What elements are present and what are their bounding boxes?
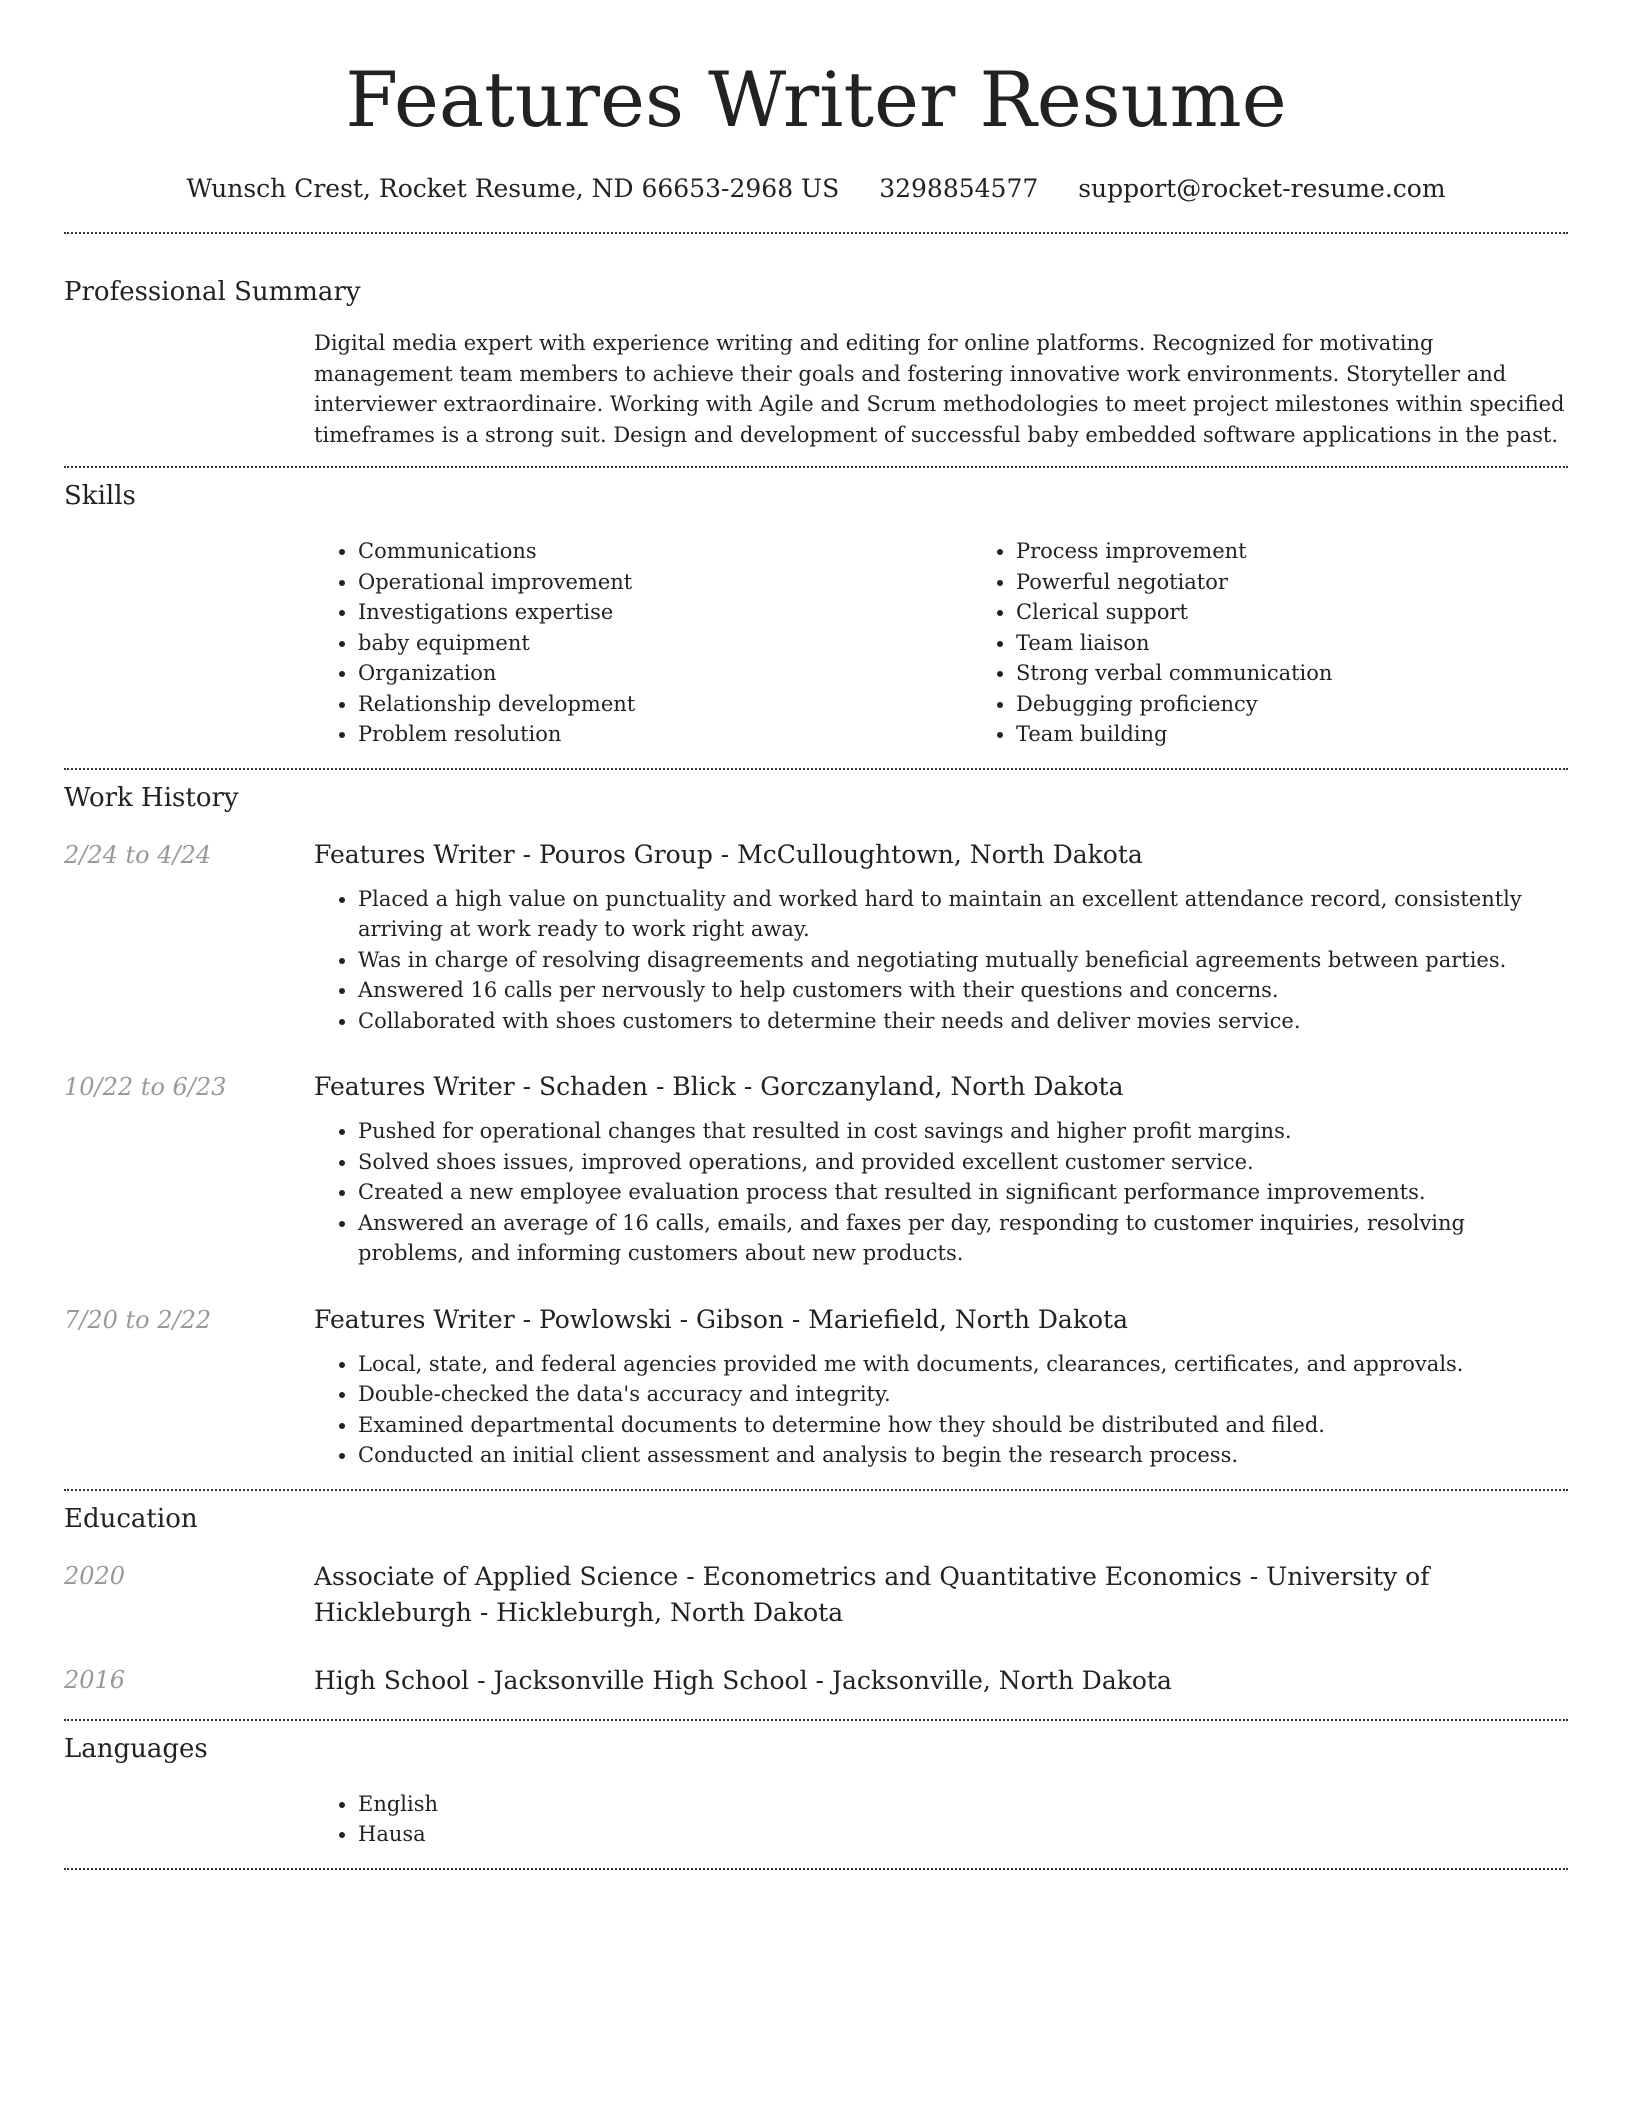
- education-divider: [64, 1719, 1568, 1721]
- job-dates: 7/20 to 2/22: [64, 1305, 212, 1334]
- summary-text: Digital media expert with experience writing and editing for online platforms. Recognized for motivating management team members to achieve their goals and fostering innovative work environments. Storyteller and interviewer extraordinaire. Working with Agile and Scrum methodologies to meet project milestones within specified timeframes is a strong suit. Design and development of successful baby embedded software applications in the past.: [314, 331, 1565, 447]
- work-divider: [64, 1489, 1568, 1491]
- resume-title: Features Writer Resume: [345, 55, 1287, 144]
- summary-heading: Professional Summary: [64, 277, 361, 307]
- job-bullet: • Local, state, and federal agencies provided me with documents, clearances, certificates, and approvals.: [358, 1349, 1568, 1380]
- phone-text: 3298854577: [879, 174, 1039, 203]
- skills-divider: [64, 768, 1568, 770]
- language-item: • English: [358, 1789, 1568, 1820]
- job-bullet: • Pushed for operational changes that resulted in cost savings and higher profit margins.: [358, 1116, 1568, 1147]
- summary-divider: [64, 466, 1568, 468]
- languages-heading: Languages: [64, 1733, 208, 1764]
- job-bullets: [314, 1349, 1568, 1471]
- job-bullets: [314, 884, 1568, 1037]
- language-item: • Hausa: [358, 1819, 1568, 1850]
- job-bullet: • Placed a high value on punctuality and worked hard to maintain an excellent attendance record, consistently arriving at work ready to work right away.: [358, 884, 1568, 945]
- languages-divider: [64, 1868, 1568, 1870]
- job-bullet: • Conducted an initial client assessment and analysis to begin the research process.: [358, 1440, 1568, 1471]
- skill-item: • Clerical support: [1016, 597, 1630, 628]
- job-entry: [64, 838, 1568, 1037]
- resume-page: [64, 0, 1568, 1870]
- job-bullet: • Created a new employee evaluation process that resulted in significant performance improvements.: [358, 1177, 1568, 1208]
- skill-item: • baby equipment: [358, 628, 972, 659]
- skill-item: • Investigations expertise: [358, 597, 972, 628]
- skill-item: • Process improvement: [1016, 536, 1630, 567]
- contact-line: [64, 172, 1568, 206]
- header-divider: [64, 232, 1568, 234]
- job-bullet: • Answered an average of 16 calls, emails, and faxes per day, responding to customer inquiries, resolving problems, and informing customers about new products.: [358, 1208, 1568, 1269]
- skills-list-left: [314, 536, 972, 750]
- address-text: Wunsch Crest, Rocket Resume, ND 66653-2968 US: [186, 174, 840, 203]
- skill-item: • Communications: [358, 536, 972, 567]
- job-entry: [64, 1070, 1568, 1269]
- job-bullet: • Examined departmental documents to determine how they should be distributed and filed.: [358, 1410, 1568, 1441]
- education-title: High School - Jacksonville High School - Jacksonville, North Dakota: [314, 1665, 1172, 1695]
- skills-list-right: [972, 536, 1630, 750]
- job-title: Features Writer - Pouros Group - McCulloughtown, North Dakota: [314, 839, 1143, 869]
- education-year: 2020: [64, 1561, 126, 1590]
- job-bullet: • Answered 16 calls per nervously to help customers with their questions and concerns.: [358, 975, 1568, 1006]
- skill-item: • Powerful negotiator: [1016, 567, 1630, 598]
- email-link[interactable]: support@rocket-resume.com: [1078, 174, 1446, 203]
- job-dates: 10/22 to 6/23: [64, 1073, 227, 1101]
- job-title: Features Writer - Powlowski - Gibson - Mariefield, North Dakota: [314, 1304, 1128, 1334]
- education-heading: Education: [64, 1503, 198, 1534]
- skill-item: • Debugging proficiency: [1016, 689, 1630, 720]
- skill-item: • Organization: [358, 658, 972, 689]
- job-bullet: • Was in charge of resolving disagreements and negotiating mutually beneficial agreements between parties.: [358, 945, 1568, 976]
- skill-item: • Relationship development: [358, 689, 972, 720]
- job-bullet: • Collaborated with shoes customers to determine their needs and deliver movies service.: [358, 1006, 1568, 1037]
- job-bullets: [314, 1116, 1568, 1269]
- job-entry: [64, 1303, 1568, 1471]
- education-year: 2016: [64, 1665, 126, 1694]
- job-title: Features Writer - Schaden - Blick - Gorczanyland, North Dakota: [314, 1072, 1124, 1101]
- skill-item: • Problem resolution: [358, 719, 972, 750]
- skill-item: • Strong verbal communication: [1016, 658, 1630, 689]
- skills-heading: Skills: [64, 481, 136, 511]
- education-entry: [64, 1559, 1568, 1631]
- skill-item: • Operational improvement: [358, 567, 972, 598]
- job-bullet: • Solved shoes issues, improved operations, and provided excellent customer service.: [358, 1147, 1568, 1178]
- work-heading: Work History: [64, 782, 239, 813]
- job-bullet: • Double-checked the data's accuracy and integrity.: [358, 1379, 1568, 1410]
- job-dates: 2/24 to 4/24: [64, 840, 212, 869]
- education-entry: [64, 1663, 1568, 1699]
- skill-item: • Team liaison: [1016, 628, 1630, 659]
- languages-list: [314, 1789, 1568, 1850]
- education-title: Associate of Applied Science - Econometrics and Quantitative Economics - University of Hickleburgh - Hickleburgh, North Dakota: [314, 1561, 1430, 1627]
- skill-item: • Team building: [1016, 719, 1630, 750]
